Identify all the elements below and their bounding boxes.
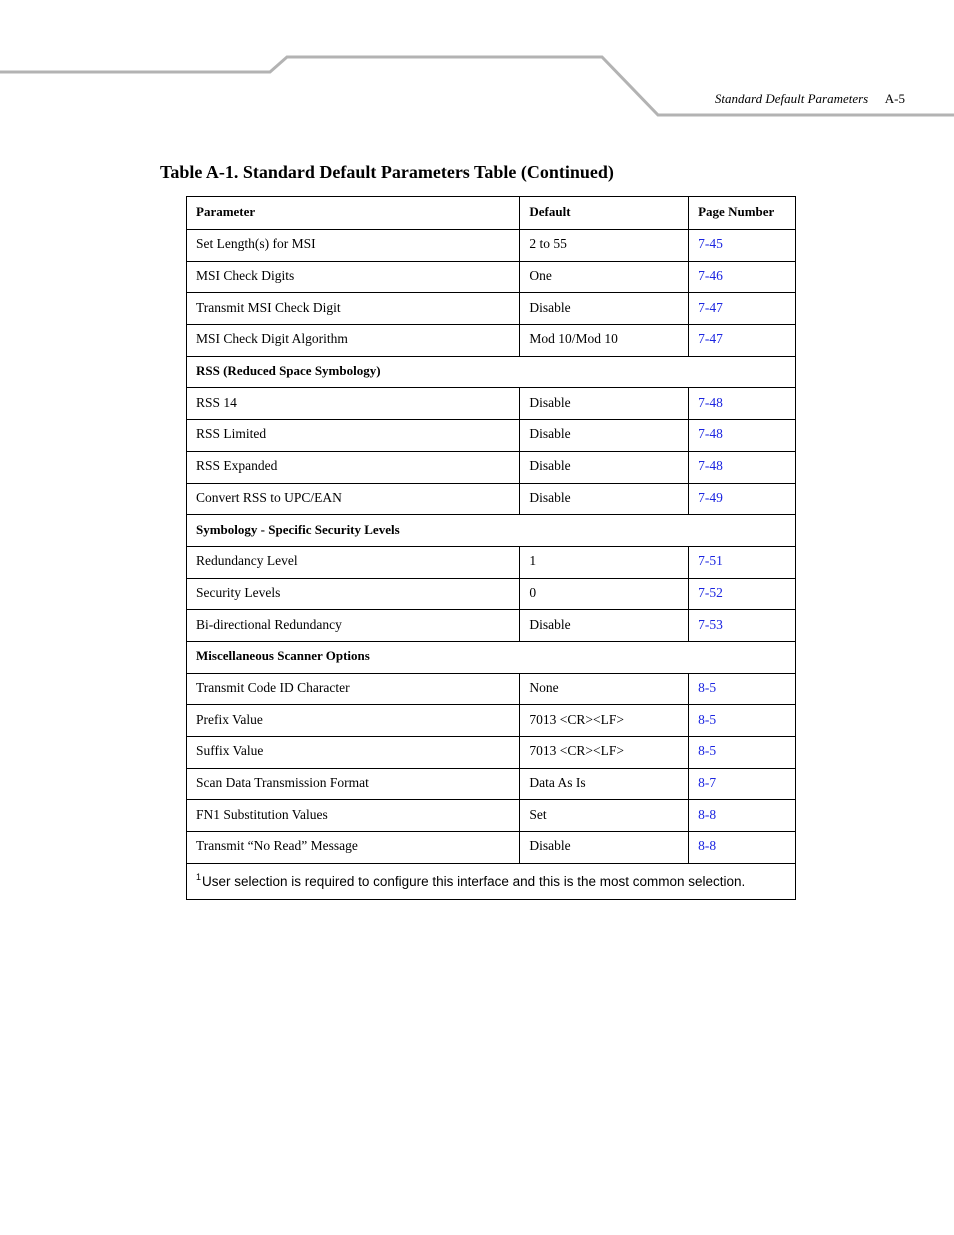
default-cell: Disable (520, 832, 689, 864)
table-row (187, 388, 796, 420)
page-number-cell (689, 546, 796, 578)
page-link[interactable]: 8-5 (698, 743, 717, 759)
parameter-cell: Transmit “No Read” Message (187, 832, 520, 864)
page-number-cell (689, 832, 796, 864)
table-row (187, 673, 796, 705)
page-number-cell (689, 610, 796, 642)
default-cell: 1 (520, 546, 689, 578)
page-link[interactable]: 7-49 (698, 489, 723, 505)
running-head (715, 91, 905, 107)
page-number-cell (689, 578, 796, 610)
section-label: Symbology - Specific Security Levels (187, 515, 796, 547)
page-link[interactable]: 7-48 (698, 458, 723, 474)
page-link[interactable]: 8-7 (698, 775, 717, 791)
default-cell: Data As Is (520, 768, 689, 800)
section-row (187, 641, 796, 673)
page-link[interactable]: 7-47 (698, 299, 723, 315)
footnote-text: User selection is required to configure this interface and this is the most common selection. (202, 873, 746, 889)
parameter-cell: RSS Expanded (187, 451, 520, 483)
default-cell: 0 (520, 578, 689, 610)
page-number: A-5 (884, 91, 905, 106)
footnote-cell (187, 863, 796, 899)
parameter-cell: RSS 14 (187, 388, 520, 420)
page-link[interactable]: 7-48 (698, 426, 723, 442)
table-row (187, 420, 796, 452)
parameter-cell: FN1 Substitution Values (187, 800, 520, 832)
page-link[interactable]: 7-53 (698, 616, 723, 632)
table-row (187, 705, 796, 737)
table-row (187, 610, 796, 642)
table-row (187, 832, 796, 864)
page-number-cell (689, 451, 796, 483)
parameter-cell: Prefix Value (187, 705, 520, 737)
table-row (187, 325, 796, 357)
default-cell: Disable (520, 388, 689, 420)
page-number-cell (689, 768, 796, 800)
page-link[interactable]: 8-8 (698, 806, 717, 822)
page-number-cell (689, 705, 796, 737)
section-row (187, 356, 796, 388)
page-link[interactable]: 8-5 (698, 679, 717, 695)
parameter-cell: Redundancy Level (187, 546, 520, 578)
page-number-cell (689, 483, 796, 515)
page-number-cell (689, 673, 796, 705)
page-link[interactable]: 7-52 (698, 584, 723, 600)
default-cell: Disable (520, 293, 689, 325)
table-row (187, 546, 796, 578)
section-label: Miscellaneous Scanner Options (187, 641, 796, 673)
table-row (187, 578, 796, 610)
table-header-row (187, 197, 796, 230)
page-link[interactable]: 7-45 (698, 236, 723, 252)
default-cell: Disable (520, 483, 689, 515)
header-default: Default (520, 197, 689, 230)
default-cell: 7013 <CR><LF> (520, 737, 689, 769)
page-number-cell (689, 388, 796, 420)
table-row (187, 483, 796, 515)
table-caption: Table A-1. Standard Default Parameters Table (Continued) (160, 162, 614, 182)
parameter-cell: Set Length(s) for MSI (187, 230, 520, 262)
page-number-cell (689, 261, 796, 293)
page-number-cell (689, 420, 796, 452)
default-cell: Disable (520, 420, 689, 452)
page-link[interactable]: 8-8 (698, 838, 717, 854)
default-cell: 7013 <CR><LF> (520, 705, 689, 737)
parameter-cell: MSI Check Digit Algorithm (187, 325, 520, 357)
page-link[interactable]: 7-46 (698, 268, 723, 284)
parameter-cell: MSI Check Digits (187, 261, 520, 293)
page-number-cell (689, 800, 796, 832)
table-row (187, 768, 796, 800)
page-number-cell (689, 230, 796, 262)
default-cell: Disable (520, 451, 689, 483)
default-cell: 2 to 55 (520, 230, 689, 262)
page-number-cell (689, 293, 796, 325)
table-row (187, 261, 796, 293)
default-cell: One (520, 261, 689, 293)
parameter-cell: Scan Data Transmission Format (187, 768, 520, 800)
parameter-cell: Transmit MSI Check Digit (187, 293, 520, 325)
default-cell: Disable (520, 610, 689, 642)
header-page-number: Page Number (689, 197, 796, 230)
table-row (187, 451, 796, 483)
parameter-cell: Suffix Value (187, 737, 520, 769)
page-link[interactable]: 8-5 (698, 711, 717, 727)
running-head-title: Standard Default Parameters (714, 91, 869, 106)
page-number-cell (689, 737, 796, 769)
parameter-cell: Transmit Code ID Character (187, 673, 520, 705)
table-row (187, 230, 796, 262)
default-cell: None (520, 673, 689, 705)
section-label: RSS (Reduced Space Symbology) (187, 356, 796, 388)
default-cell: Mod 10/Mod 10 (520, 325, 689, 357)
table-row (187, 293, 796, 325)
footnote-row (187, 863, 796, 899)
table-row (187, 800, 796, 832)
page-link[interactable]: 7-47 (698, 331, 723, 347)
parameters-table (186, 196, 796, 900)
parameter-cell: Security Levels (187, 578, 520, 610)
page-link[interactable]: 7-48 (698, 394, 723, 410)
page-link[interactable]: 7-51 (698, 553, 723, 569)
table-row (187, 737, 796, 769)
parameter-cell: Bi-directional Redundancy (187, 610, 520, 642)
default-cell: Set (520, 800, 689, 832)
parameter-cell: Convert RSS to UPC/EAN (187, 483, 520, 515)
header-parameter: Parameter (187, 197, 520, 230)
footnote-marker: 1 (196, 871, 202, 882)
section-row (187, 515, 796, 547)
parameter-cell: RSS Limited (187, 420, 520, 452)
header-rule-decoration (0, 0, 954, 130)
page-number-cell (689, 325, 796, 357)
